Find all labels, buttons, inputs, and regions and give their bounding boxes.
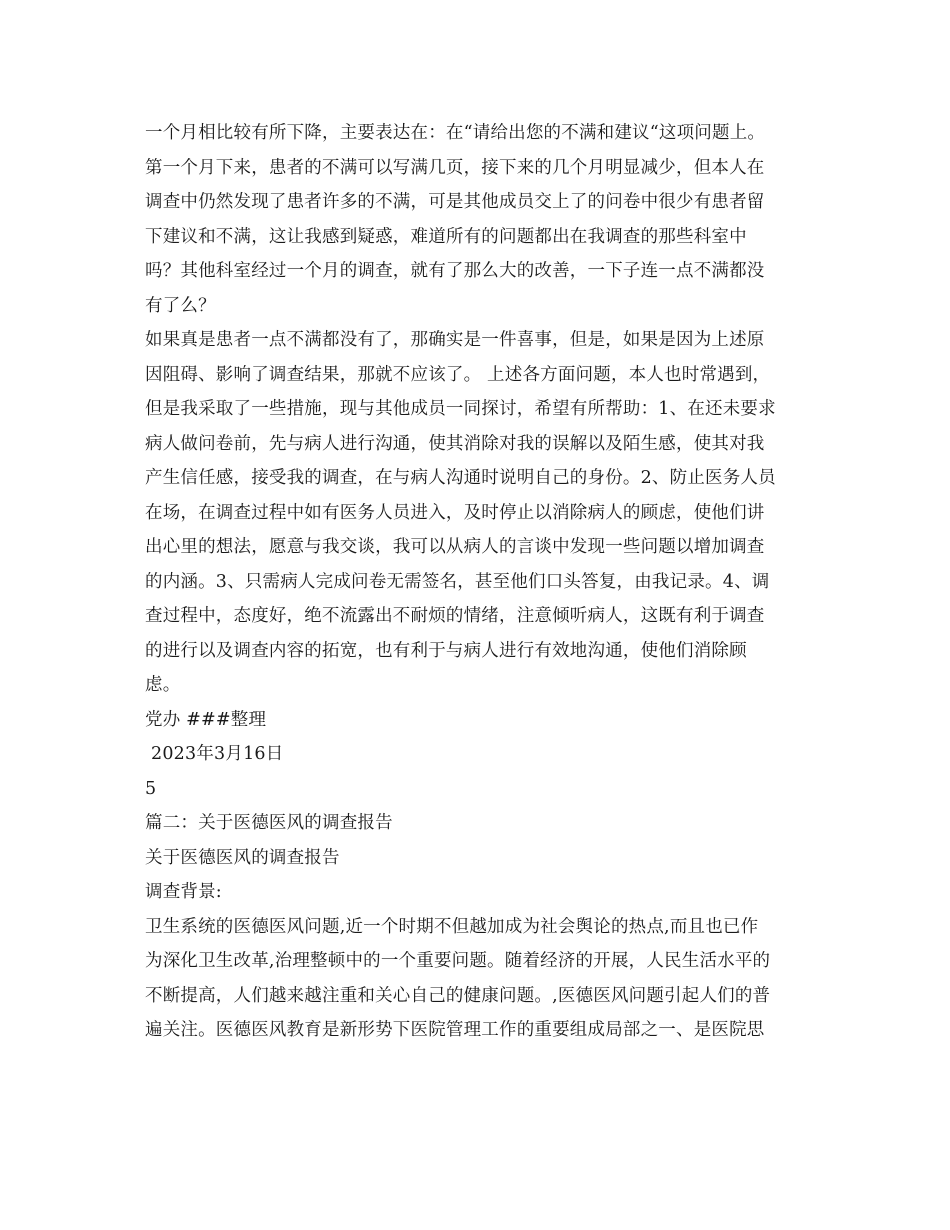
text-line: 卫生系统的医德医风问题,近一个时期不但越加成为社会舆论的热点,而且也已作 (145, 916, 759, 937)
text-line: 第一个月下来，患者的不满可以写满几页，接下来的几个月明显减少，但本人在 (145, 157, 765, 178)
text-line: 在场，在调查过程中如有医务人员进入，及时停止以消除病人的顾虑，使他们讲 (145, 502, 765, 523)
document-body (145, 116, 813, 1048)
text-line: 遍关注。医德医风教育是新形势下医院管理工作的重要组成局部之一、是医院思 (145, 1020, 765, 1040)
report-title: 关于医德医风的调查报告 (145, 847, 340, 868)
text-line: 吗？其他科室经过一个月的调查，就有了那么大的改善，一下子连一点不满都没 (145, 261, 765, 281)
text-line: 的内涵。3、只需病人完成问卷无需签名，甚至他们口头答复，由我记录。4、调 (145, 571, 770, 592)
text-line: 产生信任感，接受我的调查，在与病人沟通时说明自己的身份。2、防止医务人员 (145, 468, 776, 488)
text-line: 虑。 (145, 675, 181, 695)
text-line: 一个月相比较有所下降，主要表达在：在“请给出您的不满和建议“这项问题上。 (145, 123, 766, 143)
text-line: 因阻碍、影响了调查结果，那就不应该了。 上述各方面问题，本人也时常遇到， (145, 364, 771, 385)
text-line: 有了么？ (145, 295, 216, 316)
text-line: 病人做问卷前，先与病人进行沟通，使其消除对我的误解以及陌生感，使其对我 (145, 433, 765, 454)
subsection-heading: 调查背景: (145, 882, 222, 902)
text-line: 查过程中，态度好，绝不流露出不耐烦的情绪，注意倾听病人，这既有利于调查 (145, 606, 765, 626)
page-number: 5 (145, 778, 157, 799)
text-line: 的进行以及调查内容的拓宽，也有利于与病人进行有效地沟通，使他们消除顾 (145, 640, 747, 661)
text-line: 出心里的想法，愿意与我交谈，我可以从病人的言谈中发现一些问题以增加调查 (145, 537, 765, 557)
text-line: 如果真是患者一点不满都没有了，那确实是一件喜事，但是，如果是因为上述原 (145, 330, 765, 350)
date-line: 2023年3月16日 (151, 744, 284, 764)
text-line: 但是我采取了一些措施，现与其他成员一同探讨，希望有所帮助：1、在还未要求 (145, 399, 776, 419)
section-heading: 篇二：关于医德医风的调查报告 (145, 813, 393, 833)
text-line: 不断提高，人们越来越注重和关心自己的健康问题。,医德医风问题引起人们的普 (145, 985, 771, 1006)
text-line: 下建议和不满，这让我感到疑惑，难道所有的问题都出在我调查的那些科室中 (145, 226, 747, 247)
text-line: 调查中仍然发现了患者许多的不满，可是其他成员交上了的问卷中很少有患者留 (145, 192, 765, 212)
signature-line: 党办 ###整理 (145, 709, 267, 730)
text-line: 为深化卫生改革,治理整顿中的一个重要问题。随着经济的开展，人民生活水平的 (145, 951, 771, 971)
